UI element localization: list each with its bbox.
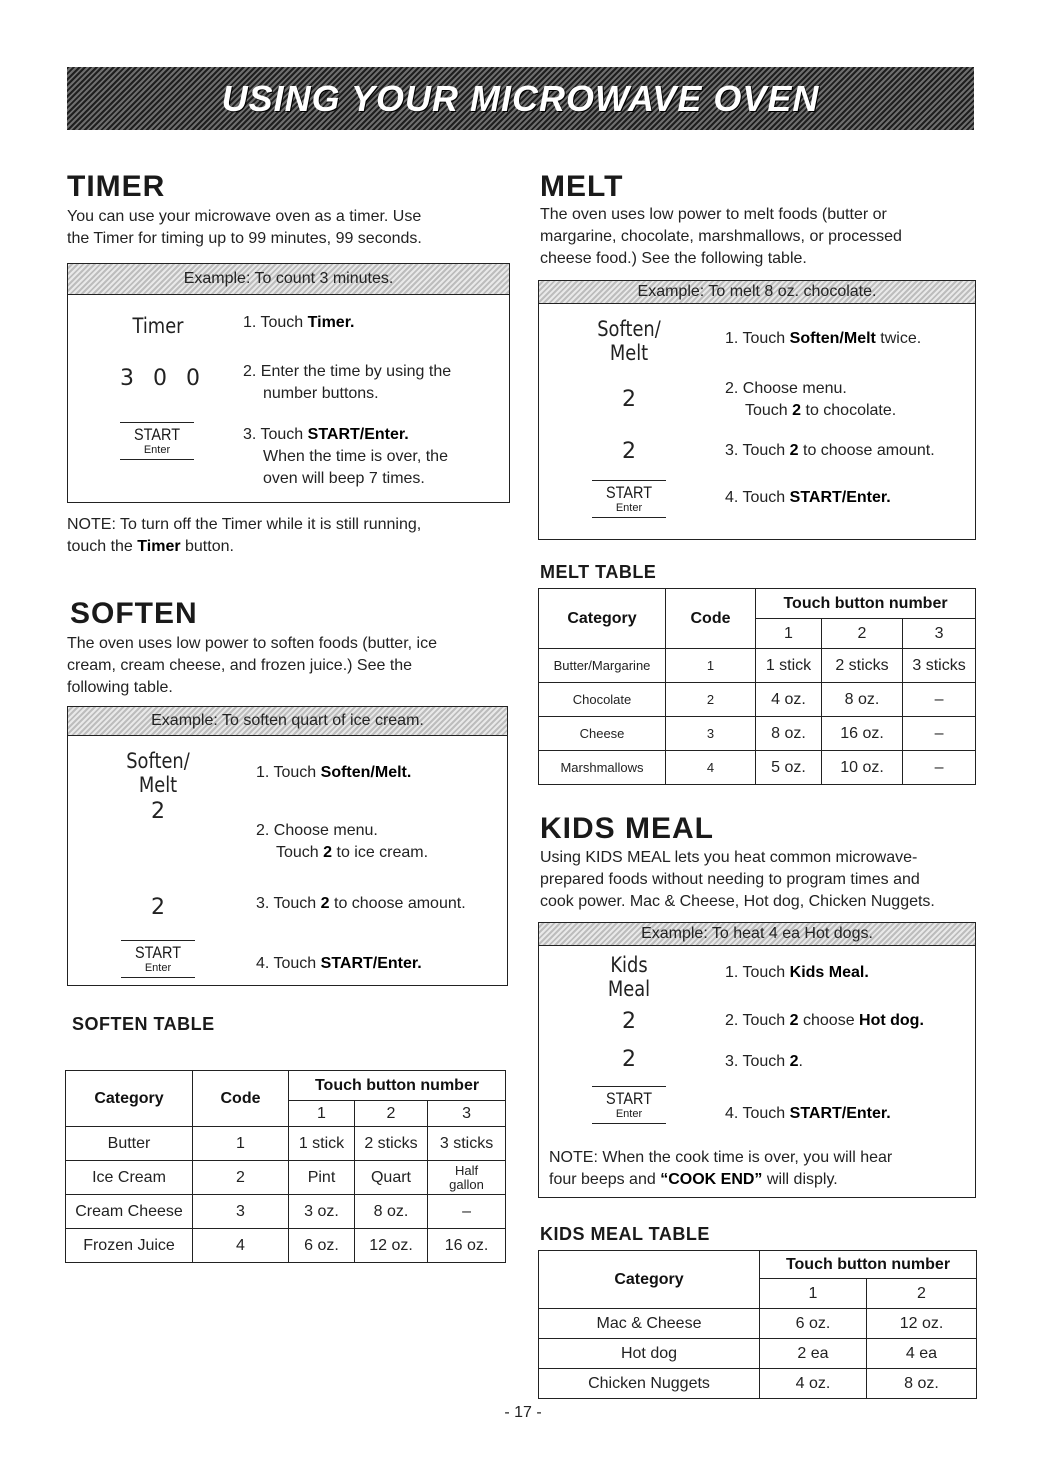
header-number: 3	[428, 1101, 506, 1127]
soften-table-title: SOFTEN TABLE	[72, 1014, 215, 1034]
kids-meal-step-1: 1. Touch Kids Meal.	[725, 964, 869, 981]
table-row: Frozen Juice 4 6 oz. 12 oz. 16 oz.	[66, 1229, 506, 1263]
timer-step-1: 1. Touch Timer.	[243, 314, 355, 331]
table-row: Mac & Cheese 6 oz. 12 oz.	[539, 1309, 977, 1339]
table-row: Chocolate 2 4 oz. 8 oz. –	[539, 683, 976, 717]
number-2-key: 2	[622, 387, 636, 412]
timer-title: TIMER	[67, 170, 166, 203]
soften-step-2: 2. Choose menu. Touch 2 to ice cream.	[256, 822, 429, 861]
timer-intro: You can use your microwave oven as a timer. Use the Timer for timing up to 99 minutes, 99 seconds.	[67, 208, 422, 247]
table-row: Marshmallows 4 5 oz. 10 oz. –	[539, 751, 976, 785]
header-code: Code	[666, 589, 756, 649]
soften-example-box	[67, 706, 508, 986]
melt-intro: The oven uses low power to melt foods (butter or margarine, chocolate, marshmallows, or processed cheese food.) See the following table.	[540, 206, 902, 267]
melt-table-title: MELT TABLE	[540, 562, 657, 582]
timer-key: Timer	[132, 314, 184, 338]
table-row: Butter 1 1 stick 2 sticks 3 sticks	[66, 1127, 506, 1161]
melt-table	[538, 588, 976, 785]
page-number: - 17 -	[504, 1404, 542, 1421]
header-number: 2	[822, 619, 903, 649]
soften-table	[65, 1070, 506, 1263]
start-enter-key: START Enter	[121, 940, 195, 978]
header-number: 3	[903, 619, 976, 649]
banner-title: USING YOUR MICROWAVE OVEN	[221, 77, 820, 119]
kids-meal-step-4: 4. Touch START/Enter.	[725, 1105, 891, 1122]
timer-note: NOTE: To turn off the Timer while it is still running, touch the Timer button.	[67, 516, 422, 555]
header-number: 1	[760, 1279, 867, 1309]
timer-step-3: 3. Touch START/Enter. When the time is over, the oven will beep 7 times.	[243, 426, 448, 487]
table-row: Chicken Nuggets 4 oz. 8 oz.	[539, 1369, 977, 1399]
number-2-key: 2	[151, 799, 165, 824]
soften-step-3: 3. Touch 2 to choose amount.	[256, 895, 466, 912]
kids-meal-step-3: 3. Touch 2.	[725, 1053, 803, 1070]
header-touch-button-number: Touch button number	[756, 589, 976, 619]
kids-meal-key: Kids Meal	[607, 953, 651, 1001]
table-row: Ice Cream 2 Pint Quart Half gallon	[66, 1161, 506, 1195]
table-row: Cream Cheese 3 3 oz. 8 oz. –	[66, 1195, 506, 1229]
melt-title: MELT	[540, 170, 624, 203]
page-banner	[67, 67, 974, 130]
header-number: 2	[867, 1279, 977, 1309]
kids-meal-table-title: KIDS MEAL TABLE	[540, 1224, 710, 1244]
soften-step-4: 4. Touch START/Enter.	[256, 955, 422, 972]
table-row: Butter/Margarine 1 1 stick 2 sticks 3 sticks	[539, 649, 976, 683]
header-number: 1	[756, 619, 822, 649]
soften-intro: The oven uses low power to soften foods (butter, ice cream, cream cheese, and frozen juice.) See the following table.	[67, 635, 437, 696]
kids-meal-title: KIDS MEAL	[540, 812, 714, 845]
soften-title: SOFTEN	[70, 597, 198, 630]
start-enter-key: START Enter	[592, 480, 666, 518]
header-touch-button-number: Touch button number	[760, 1251, 977, 1279]
kids-meal-note: NOTE: When the cook time is over, you will hear four beeps and “COOK END” will disply.	[549, 1149, 893, 1188]
soften-melt-key: Soften/ Melt	[126, 749, 190, 797]
kids-meal-step-2: 2. Touch 2 choose Hot dog.	[725, 1012, 924, 1029]
header-code: Code	[193, 1071, 289, 1127]
start-enter-key: START Enter	[120, 422, 194, 460]
number-2-key: 2	[151, 895, 165, 920]
header-category: Category	[539, 1251, 760, 1309]
melt-example-box	[538, 280, 976, 540]
number-2-key: 2	[622, 1047, 636, 1072]
header-number: 1	[289, 1101, 355, 1127]
header-category: Category	[66, 1071, 193, 1127]
melt-step-3: 3. Touch 2 to choose amount.	[725, 442, 935, 459]
start-enter-key: START Enter	[592, 1086, 666, 1124]
melt-step-4: 4. Touch START/Enter.	[725, 489, 891, 506]
soften-example-header: Example: To soften quart of ice cream.	[68, 707, 507, 736]
melt-step-1: 1. Touch Soften/Melt twice.	[725, 330, 922, 347]
number-2-key: 2	[622, 1009, 636, 1034]
timer-step-2: 2. Enter the time by using the number buttons.	[243, 363, 452, 402]
table-row: Cheese 3 8 oz. 16 oz. –	[539, 717, 976, 751]
header-touch-button-number: Touch button number	[289, 1071, 506, 1101]
digits-key: 3 0 0	[120, 366, 206, 391]
melt-step-2: 2. Choose menu. Touch 2 to chocolate.	[725, 380, 897, 419]
table-row: Hot dog 2 ea 4 ea	[539, 1339, 977, 1369]
kids-meal-table	[538, 1250, 977, 1399]
kids-meal-example-box	[538, 922, 976, 1198]
header-category: Category	[539, 589, 666, 649]
timer-example-box	[67, 263, 510, 503]
soften-melt-key: Soften/ Melt	[597, 317, 661, 365]
melt-example-header: Example: To melt 8 oz. chocolate.	[539, 281, 975, 304]
timer-example-header: Example: To count 3 minutes.	[68, 264, 509, 295]
kids-meal-example-header: Example: To heat 4 ea Hot dogs.	[539, 923, 975, 946]
soften-step-1: 1. Touch Soften/Melt.	[256, 764, 412, 781]
header-number: 2	[355, 1101, 428, 1127]
number-2-key: 2	[622, 439, 636, 464]
kids-meal-intro: Using KIDS MEAL lets you heat common microwave- prepared foods without needing to program times and cook power. Mac & Cheese, Hot dog, Chicken Nuggets.	[540, 849, 935, 910]
